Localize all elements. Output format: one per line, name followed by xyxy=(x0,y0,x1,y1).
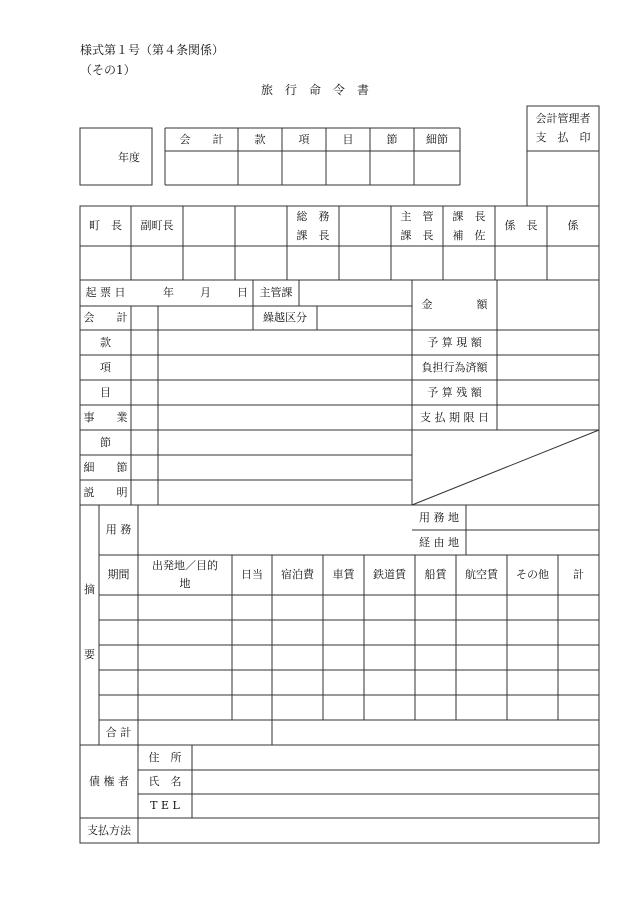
col-shuppatsu-line1: 出発地／目的 xyxy=(152,559,218,572)
saisetsu-label: 細 節 xyxy=(83,461,128,474)
tekiyo-label-bottom: 要 xyxy=(84,648,95,661)
kou-label: 項 xyxy=(100,361,111,374)
yosan-zangaku-label: 予 算 残 額 xyxy=(427,386,482,399)
col-shuppatsu-line2: 地 xyxy=(179,577,191,590)
budget-header-kaikei: 会 計 xyxy=(179,133,224,146)
col-koukuu: 航空賃 xyxy=(465,568,498,581)
keiyuchi-label: 経 由 地 xyxy=(419,536,459,549)
jigyou-label: 事 業 xyxy=(83,411,128,424)
approval-somu-line1: 総 務 xyxy=(296,210,330,223)
kaikei-label: 会 計 xyxy=(83,311,128,324)
budget-header-moku: 目 xyxy=(342,133,354,146)
kan-label: 款 xyxy=(100,336,111,349)
nendo-label: 年度 xyxy=(118,151,140,164)
approval-kacho-hosa-line2: 補 佐 xyxy=(452,229,486,242)
page-title: 旅 行 命 令 書 xyxy=(260,83,369,97)
budget-header-setsu: 節 xyxy=(386,133,398,146)
setsu-label: 節 xyxy=(100,436,111,449)
tekiyo-label-top: 摘 xyxy=(84,583,95,596)
col-tetsudou: 鉄道賃 xyxy=(373,568,406,581)
budget-header-saisetsu: 細節 xyxy=(426,133,448,146)
approval-shukan-line1: 主 管 xyxy=(400,210,434,223)
col-shukuhaku: 宿泊費 xyxy=(281,568,314,581)
accountant-title: 会計管理者 xyxy=(535,112,591,125)
year-label: 年 xyxy=(163,286,174,299)
form-number: 様式第１号（第４条関係） xyxy=(80,43,225,57)
payment-method-label: 支払方法 xyxy=(87,824,131,837)
approval-shukan-line2: 課 長 xyxy=(400,229,434,242)
approval-kakaricho: 係 長 xyxy=(504,219,538,232)
kian-date-label: 起 票 日 xyxy=(85,286,126,299)
futan-label: 負担行為済額 xyxy=(421,361,488,374)
approval-kacho-hosa-line1: 課 長 xyxy=(452,210,486,223)
approval-fukuchocho: 副町長 xyxy=(140,219,174,232)
yosan-genzai-label: 予 算 現 額 xyxy=(427,336,482,349)
approval-kakari: 係 xyxy=(567,219,579,232)
creditor-label: 債 権 者 xyxy=(89,775,129,788)
shukanka-label: 主管課 xyxy=(259,286,293,299)
setsumei-label: 説 明 xyxy=(83,486,128,499)
shiharai-kigen-label: 支 払 期 限 日 xyxy=(420,411,489,424)
day-label: 日 xyxy=(237,286,248,299)
col-shachin: 車賃 xyxy=(332,568,355,581)
budget-header-kou: 項 xyxy=(298,133,310,146)
approval-chocho: 町 長 xyxy=(89,219,122,232)
kurikoshi-label: 繰越区分 xyxy=(263,311,307,324)
col-nittou: 日当 xyxy=(241,568,263,581)
form-variant: （その1） xyxy=(80,63,136,77)
month-label: 月 xyxy=(200,286,211,299)
youmu-label: 用 務 xyxy=(105,523,132,536)
budget-header-kan: 款 xyxy=(254,133,266,146)
col-kei: 計 xyxy=(573,568,584,581)
col-sonota: その他 xyxy=(516,568,549,581)
kingaku-label: 金 額 xyxy=(421,298,488,311)
approval-somu-line2: 課 長 xyxy=(296,229,330,242)
creditor-address-label: 住 所 xyxy=(148,751,182,764)
creditor-name-label: 氏 名 xyxy=(148,775,182,788)
moku-label: 目 xyxy=(100,386,111,399)
col-kikan: 期間 xyxy=(107,568,130,581)
accountant-stamp-label: 支 払 印 xyxy=(535,131,591,144)
youmuchi-label: 用 務 地 xyxy=(419,511,459,524)
creditor-tel-label: T E L xyxy=(150,799,180,812)
col-funachin: 船賃 xyxy=(424,568,447,581)
goukei-label: 合 計 xyxy=(105,726,132,739)
